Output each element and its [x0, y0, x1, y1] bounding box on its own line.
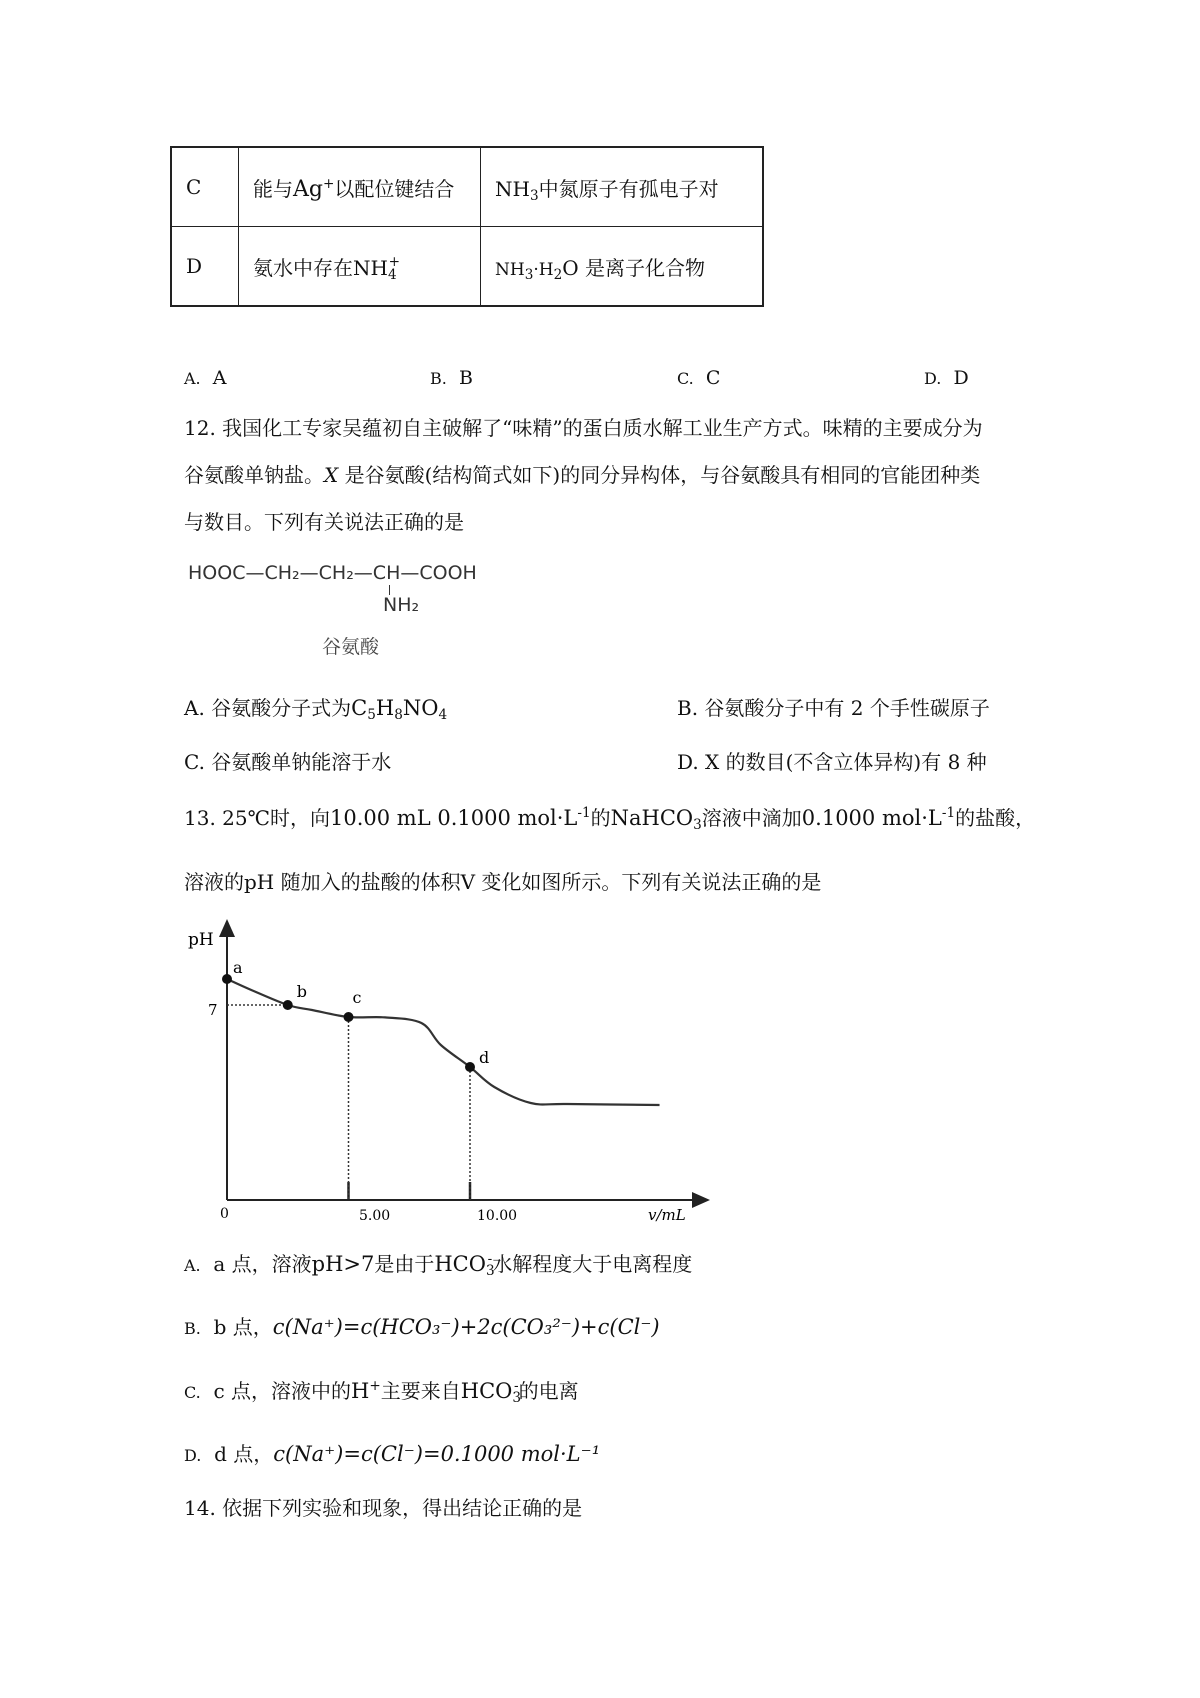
row-fact: 氨水中存在$NH_4^+$ — [239, 227, 481, 307]
structure-caption: 谷氨酸 — [322, 636, 380, 658]
q14-stem: 14. 依据下列实验和现象，得出结论正确的是 — [184, 1496, 583, 1520]
q13-option-c[interactable]: C. c 点，溶液中的H+主要来自$HCO_3^-$的电离 — [184, 1377, 579, 1407]
point-label-d: d — [479, 1048, 490, 1067]
x-tick-label-5: 5.00 — [359, 1208, 391, 1224]
point-c — [344, 1012, 354, 1022]
row-reason: $NH_3$中氮原子有孤电子对 — [481, 147, 764, 227]
y-tick-label-7: 7 — [208, 1001, 218, 1019]
q12-stem-line1: 12. 我国化工专家吴蕴初自主破解了“味精”的蛋白质水解工业生产方式。味精的主要成分为 — [184, 416, 983, 440]
point-label-a: a — [233, 958, 243, 977]
x-tick-label-0: 0 — [220, 1206, 229, 1222]
q11-option-c[interactable]: C. C — [677, 367, 721, 389]
row-letter: C — [171, 147, 239, 227]
q12-option-c[interactable]: C. 谷氨酸单钠能溶于水 — [184, 750, 392, 774]
ph-curve — [227, 979, 660, 1105]
point-label-b: b — [296, 982, 307, 1001]
point-label-c: c — [352, 988, 362, 1007]
q13-option-d[interactable]: D. d 点，c(Na⁺)=c(Cl⁻)=0.1000 mol·L⁻¹ — [184, 1442, 601, 1466]
q13-option-a[interactable]: A. a 点，溶液pH>7是由于$HCO_3^-$水解程度大于电离程度 — [184, 1250, 693, 1280]
row-reason: $NH_3\cdot H_2O$ 是离子化合物 — [481, 227, 764, 307]
q11-option-d[interactable]: D. D — [924, 367, 969, 389]
point-b — [283, 1000, 293, 1010]
q11-option-b[interactable]: B. B — [430, 367, 473, 389]
point-a — [222, 974, 232, 984]
q13-stem-line2: 溶液的pH 随加入的盐酸的体积V 变化如图所示。下列有关说法正确的是 — [184, 870, 822, 894]
options-table — [170, 146, 764, 307]
q11-option-a[interactable]: A. A — [184, 367, 227, 389]
glutamic-acid-amine: NH₂ — [383, 594, 420, 616]
q13-stem-line1: 13. 25℃时，向10.00 mL 0.1000 $mol\cdot L^{-1}$的NaHCO$_3$溶液中滴加0.1000 $mol\cdot L^{-1}$的盐酸， — [184, 804, 1036, 834]
row-fact: 能与Ag+以配位键结合 — [239, 147, 481, 227]
q13-option-b[interactable]: B. b 点，c(Na⁺)=c(HCO₃⁻)+2c(CO₃²⁻)+c(Cl⁻) — [184, 1315, 660, 1339]
x-axis-label: v/mL — [648, 1206, 686, 1224]
table-row — [171, 227, 763, 307]
table-row — [171, 147, 763, 227]
x-tick-label-10: 10.00 — [477, 1208, 518, 1224]
y-axis-label: pH — [188, 930, 214, 950]
point-d — [465, 1062, 475, 1072]
q12-stem-line3: 与数目。下列有关说法正确的是 — [184, 510, 464, 534]
q12-option-b[interactable]: B. 谷氨酸分子中有 2 个手性碳原子 — [677, 696, 990, 720]
glutamic-acid-structure: HOOC—CH₂—CH₂—CH—COOH — [188, 562, 477, 584]
titration-chart — [180, 915, 720, 1235]
q12-option-a[interactable]: A. 谷氨酸分子式为$C_5H_8NO_4$ — [184, 696, 448, 724]
row-letter: D — [171, 227, 239, 307]
q12-option-d[interactable]: D. X 的数目(不含立体异构)有 8 种 — [677, 750, 987, 774]
q12-stem-line2: 谷氨酸单钠盐。X 是谷氨酸(结构简式如下)的同分异构体，与谷氨酸具有相同的官能团种类 — [184, 463, 981, 487]
